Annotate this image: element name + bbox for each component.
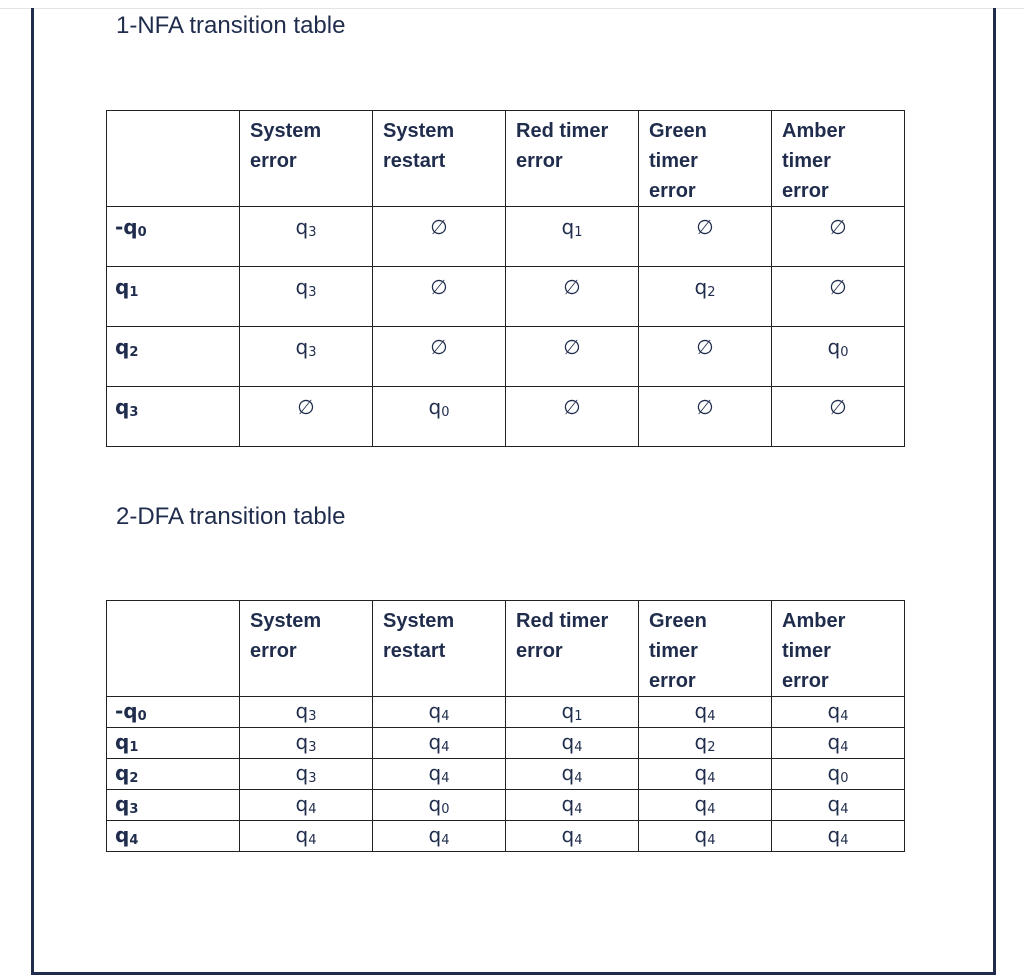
header-corner-cell (107, 601, 240, 697)
column-header: Red timer error (506, 601, 639, 697)
transition-value: $q_4$ (694, 699, 716, 724)
transition-cell (373, 790, 506, 821)
empty-set-cell (639, 387, 772, 447)
column-header: System error (240, 601, 373, 697)
empty-set-cell (639, 207, 772, 267)
table-row (107, 728, 905, 759)
transition-cell (772, 790, 905, 821)
transition-cell (240, 327, 373, 387)
empty-set-cell (506, 327, 639, 387)
table-header-row (107, 111, 905, 207)
transition-cell (373, 728, 506, 759)
empty-set-cell (772, 387, 905, 447)
state-label (107, 759, 240, 790)
transition-cell (772, 728, 905, 759)
transition-cell (772, 327, 905, 387)
transition-value: $q_4$ (428, 761, 450, 786)
transition-value: ∅ (297, 395, 315, 419)
transition-value: $q_0$ (827, 335, 849, 360)
transition-value: $q_3$ (295, 215, 317, 240)
table-row (107, 759, 905, 790)
transition-value: $q_4$ (694, 761, 716, 786)
column-header: Green timer error (639, 111, 772, 207)
transition-value: ∅ (829, 395, 847, 419)
table-row (107, 387, 905, 447)
transition-value: $q_4$ (428, 730, 450, 755)
transition-value: $q_4$ (827, 823, 849, 848)
transition-cell (373, 759, 506, 790)
dfa-table-title: 2-DFA transition table (116, 503, 346, 530)
transition-value: $q_2$ (694, 275, 716, 300)
transition-cell (639, 267, 772, 327)
column-header: Green timer error (639, 601, 772, 697)
transition-value: ∅ (563, 335, 581, 359)
state-label (107, 697, 240, 728)
column-header: Red timer error (506, 111, 639, 207)
table-row (107, 207, 905, 267)
transition-value: $q_3$ (295, 761, 317, 786)
empty-set-cell (639, 327, 772, 387)
transition-cell (772, 697, 905, 728)
transition-value: ∅ (563, 395, 581, 419)
state-symbol: $q_1$ (115, 275, 139, 300)
transition-cell (240, 697, 373, 728)
state-symbol: $q_3$ (115, 395, 139, 420)
transition-value: ∅ (829, 275, 847, 299)
transition-value: $q_1$ (561, 215, 583, 240)
transition-value: $q_4$ (295, 792, 317, 817)
column-header: System restart (373, 601, 506, 697)
empty-set-cell (240, 387, 373, 447)
transition-value: $q_3$ (295, 699, 317, 724)
transition-cell (639, 759, 772, 790)
transition-cell (506, 821, 639, 852)
table-row (107, 697, 905, 728)
state-label (107, 327, 240, 387)
transition-value: $q_4$ (827, 792, 849, 817)
transition-cell (506, 728, 639, 759)
empty-set-cell (373, 207, 506, 267)
column-header: System restart (373, 111, 506, 207)
transition-cell (506, 790, 639, 821)
transition-value: $q_0$ (428, 395, 450, 420)
state-label (107, 267, 240, 327)
state-symbol: $-q_0$ (115, 699, 147, 724)
transition-value: $q_3$ (295, 335, 317, 360)
state-symbol: $q_1$ (115, 730, 139, 755)
state-symbol: $-q_0$ (115, 215, 147, 240)
column-header: Amber timer error (772, 601, 905, 697)
empty-set-cell (506, 267, 639, 327)
table-row (107, 267, 905, 327)
transition-value: $q_4$ (561, 823, 583, 848)
transition-cell (373, 697, 506, 728)
transition-value: $q_4$ (561, 730, 583, 755)
transition-cell (772, 759, 905, 790)
transition-value: $q_4$ (827, 699, 849, 724)
transition-value: ∅ (430, 275, 448, 299)
transition-value: $q_1$ (561, 699, 583, 724)
transition-value: ∅ (696, 395, 714, 419)
transition-value: $q_4$ (694, 823, 716, 848)
transition-cell (240, 267, 373, 327)
transition-cell (639, 790, 772, 821)
transition-cell (639, 821, 772, 852)
table-row (107, 327, 905, 387)
transition-value: ∅ (696, 335, 714, 359)
state-label (107, 790, 240, 821)
transition-cell (506, 207, 639, 267)
column-header: Amber timer error (772, 111, 905, 207)
empty-set-cell (373, 267, 506, 327)
table-header-row (107, 601, 905, 697)
transition-value: $q_0$ (428, 792, 450, 817)
transition-value: ∅ (430, 215, 448, 239)
table-row (107, 790, 905, 821)
transition-value: $q_2$ (694, 730, 716, 755)
state-label (107, 207, 240, 267)
transition-cell (639, 697, 772, 728)
transition-cell (639, 728, 772, 759)
dfa-transition-table (106, 600, 905, 852)
transition-value: ∅ (563, 275, 581, 299)
state-symbol: $q_4$ (115, 823, 139, 848)
transition-value: $q_4$ (561, 792, 583, 817)
transition-cell (772, 821, 905, 852)
transition-value: $q_4$ (428, 823, 450, 848)
transition-value: $q_4$ (827, 730, 849, 755)
state-label (107, 387, 240, 447)
nfa-table-title: 1-NFA transition table (116, 12, 346, 39)
transition-cell (240, 207, 373, 267)
transition-cell (240, 759, 373, 790)
nfa-transition-table (106, 110, 905, 447)
transition-value: $q_4$ (428, 699, 450, 724)
state-symbol: $q_2$ (115, 761, 139, 786)
empty-set-cell (506, 387, 639, 447)
transition-cell (506, 697, 639, 728)
transition-cell (240, 728, 373, 759)
empty-set-cell (772, 267, 905, 327)
header-corner-cell (107, 111, 240, 207)
transition-cell (240, 790, 373, 821)
state-symbol: $q_2$ (115, 335, 139, 360)
transition-value: $q_0$ (827, 761, 849, 786)
transition-cell (240, 821, 373, 852)
transition-value: ∅ (696, 215, 714, 239)
transition-cell (373, 821, 506, 852)
transition-value: ∅ (829, 215, 847, 239)
column-header: System error (240, 111, 373, 207)
transition-value: $q_4$ (694, 792, 716, 817)
transition-value: $q_4$ (295, 823, 317, 848)
transition-value: $q_3$ (295, 730, 317, 755)
empty-set-cell (772, 207, 905, 267)
state-label (107, 728, 240, 759)
transition-value: $q_4$ (561, 761, 583, 786)
table-row (107, 821, 905, 852)
transition-value: $q_3$ (295, 275, 317, 300)
transition-cell (373, 387, 506, 447)
transition-value: ∅ (430, 335, 448, 359)
state-symbol: $q_3$ (115, 792, 139, 817)
empty-set-cell (373, 327, 506, 387)
state-label (107, 821, 240, 852)
transition-cell (506, 759, 639, 790)
